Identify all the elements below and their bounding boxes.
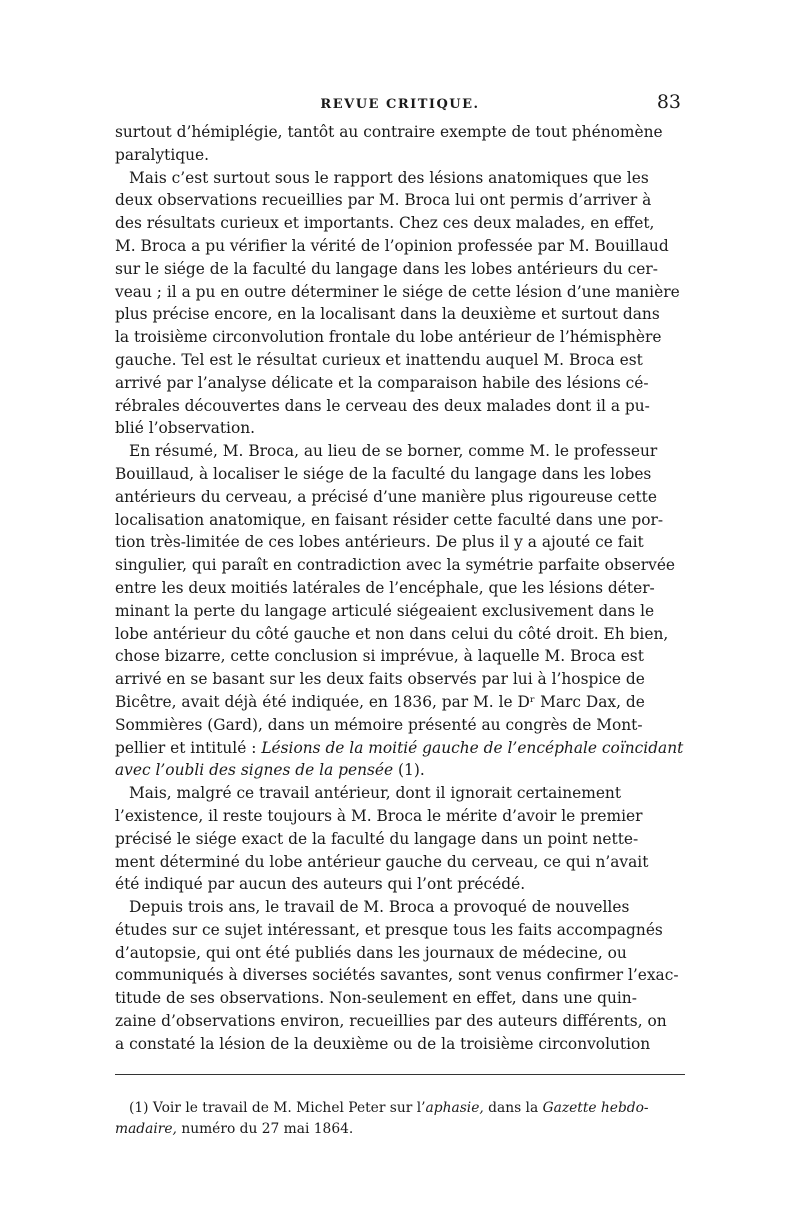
text-line: Bouillaud, à localiser le siége de la faculté du langage dans les lobes bbox=[115, 464, 652, 483]
text-line: Mais, malgré ce travail antérieur, dont il ignorait certainement bbox=[129, 784, 622, 803]
text-line: arrivé par l’analyse délicate et la comparaison habile des lésions cé- bbox=[115, 373, 649, 392]
memoir-title-cont: avec l’oubli des signes de la pensée bbox=[115, 761, 394, 780]
text-line: singulier, qui paraît en contradiction avec la symétrie parfaite observée bbox=[115, 556, 676, 575]
running-head bbox=[115, 91, 685, 121]
text-line: d’autopsie, qui ont été publiés dans les journaux de médecine, ou bbox=[115, 943, 627, 962]
text-line: M. Broca a pu vérifier la vérité de l’opinion professée par M. Bouillaud bbox=[115, 236, 669, 255]
text-line: titude de ses observations. Non-seulement en effet, dans une quin- bbox=[115, 989, 637, 1008]
text-line: précisé le siége exact de la faculté du langage dans un point nette- bbox=[115, 829, 639, 848]
text-line: a constaté la lésion de la deuxième ou de la troisième circonvolution bbox=[115, 1034, 651, 1053]
page bbox=[115, 91, 685, 1137]
text-line: localisation anatomique, en faisant résider cette faculté dans une por- bbox=[115, 510, 664, 529]
footnote-italic: madaire, bbox=[115, 1121, 177, 1137]
text-line: la troisième circonvolution frontale du lobe antérieur de l’hémisphère bbox=[115, 328, 662, 347]
text-line: entre les deux moitiés latérales de l’encéphale, que les lésions déter- bbox=[115, 578, 655, 597]
memoir-title: Lésions de la moitié gauche de l’encéphale coïncidant bbox=[261, 738, 684, 757]
footnote-line bbox=[115, 1119, 685, 1140]
text-line: plus précise encore, en la localisant dans la deuxième et surtout dans bbox=[115, 305, 660, 324]
text-line: surtout d’hémiplégie, tantôt au contraire exempte de tout phénomène bbox=[115, 123, 663, 141]
text-line: paralytique. bbox=[115, 145, 210, 164]
text-line: des résultats curieux et importants. Chez ces deux malades, en effet, bbox=[115, 214, 655, 233]
text-line: chose bizarre, cette conclusion si imprévue, à laquelle M. Broca est bbox=[115, 647, 644, 666]
text-line: rébrales découvertes dans le cerveau des deux malades dont il a pu- bbox=[115, 396, 650, 415]
text-line: sur le siége de la faculté du langage dans les lobes antérieurs du cer- bbox=[115, 259, 658, 278]
text-line: blié l’observation. bbox=[115, 419, 256, 438]
running-title: REVUE CRITIQUE. bbox=[320, 97, 480, 112]
footnote-rule bbox=[115, 1074, 685, 1075]
text-line: minant la perte du langage articulé siégeaient exclusivement dans le bbox=[115, 601, 655, 620]
text-line: Depuis trois ans, le travail de M. Broca a provoqué de nouvelles bbox=[129, 898, 630, 917]
text-line: Mais c’est surtout sous le rapport des lésions anatomiques que les bbox=[129, 168, 649, 187]
text-line: Sommières (Gard), dans un mémoire présenté au congrès de Mont- bbox=[115, 715, 643, 734]
text-line: études sur ce sujet intéressant, et presque tous les faits accompagnés bbox=[115, 920, 663, 939]
text-line: zaine d’observations environ, recueillies par des auteurs différents, on bbox=[115, 1012, 667, 1031]
text-line-memoir-title bbox=[115, 737, 685, 760]
footnote-text: dans la bbox=[483, 1100, 543, 1116]
footnote-line bbox=[115, 1098, 685, 1119]
footnote-text: (1) Voir le travail de M. Michel Peter sur l’ bbox=[129, 1100, 426, 1116]
text-line: gauche. Tel est le résultat curieux et inattendu auquel M. Broca est bbox=[115, 350, 643, 369]
text-line: En résumé, M. Broca, au lieu de se borner, comme M. le professeur bbox=[129, 442, 658, 461]
text-line-memoir-title-cont bbox=[115, 759, 685, 782]
memoir-intro: pellier et intitulé : bbox=[115, 738, 257, 757]
footnote-italic: Gazette hebdo- bbox=[542, 1100, 649, 1116]
footnote-italic: aphasie, bbox=[425, 1100, 484, 1116]
text-line: deux observations recueillies par M. Broca lui ont permis d’arriver à bbox=[115, 191, 652, 210]
text-line: arrivé en se basant sur les deux faits observés par lui à l’hospice de bbox=[115, 670, 645, 689]
footnote bbox=[115, 1098, 685, 1140]
footnote-ref: (1). bbox=[393, 761, 425, 780]
text-line: tion très-limitée de ces lobes antérieurs. De plus il y a ajouté ce fait bbox=[115, 533, 644, 552]
text-line: l’existence, il reste toujours à M. Broca le mérite d’avoir le premier bbox=[115, 806, 643, 825]
page-number: 83 bbox=[656, 91, 681, 113]
text-line: Bicêtre, avait déjà été indiquée, en 1836, par M. le Dʳ Marc Dax, de bbox=[115, 692, 645, 711]
text-line: ment déterminé du lobe antérieur gauche du cerveau, ce qui n’avait bbox=[115, 852, 649, 871]
text-line: communiqués à diverses sociétés savantes, sont venus confirmer l’exac- bbox=[115, 966, 679, 985]
body-text bbox=[115, 121, 685, 1056]
text-line: été indiqué par aucun des auteurs qui l’ont précédé. bbox=[115, 875, 526, 894]
footnote-text: numéro du 27 mai 1864. bbox=[176, 1121, 354, 1137]
text-line: antérieurs du cerveau, a précisé d’une manière plus rigoureuse cette bbox=[115, 487, 657, 506]
text-line: lobe antérieur du côté gauche et non dans celui du côté droit. Eh bien, bbox=[115, 624, 669, 643]
text-line: veau ; il a pu en outre déterminer le siége de cette lésion d’une manière bbox=[115, 282, 680, 301]
